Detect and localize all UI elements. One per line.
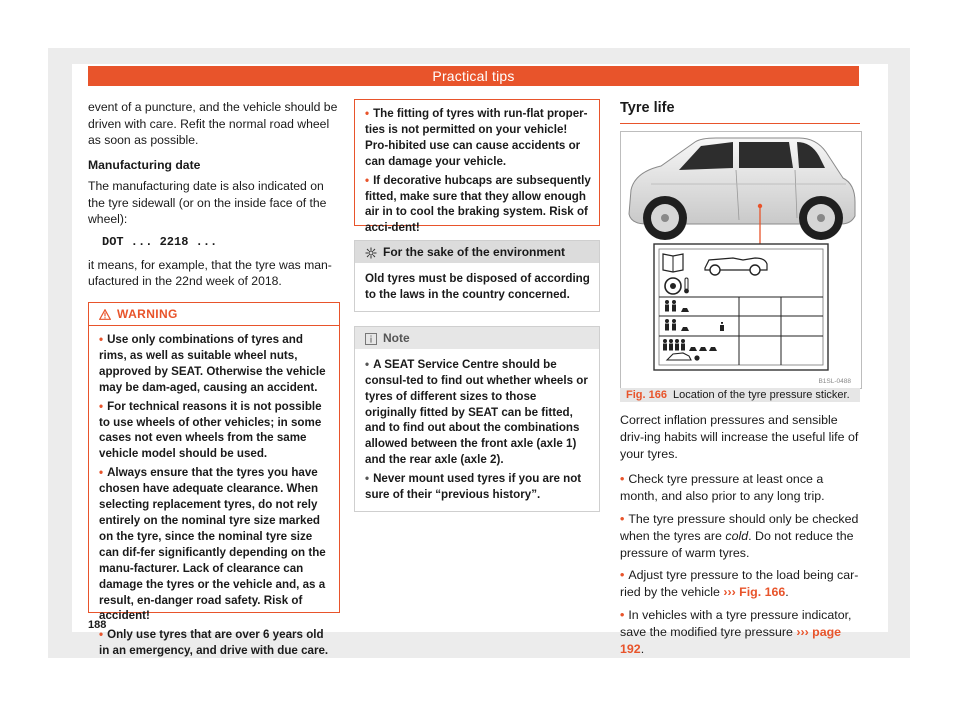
warning-box-continued xyxy=(354,99,600,235)
figure-link[interactable]: ››› Fig. 166 xyxy=(723,585,786,600)
note-body xyxy=(355,349,599,511)
middle-column xyxy=(354,99,600,512)
warning-item: • Only use tyres that are over 6 years old in an emergency, and drive with due care. xyxy=(99,628,329,658)
warning-header xyxy=(89,303,339,326)
environment-text: Old tyres must be disposed of according to the laws in the country concerned. xyxy=(365,272,590,301)
figure-166 xyxy=(620,131,862,389)
warning-item: • The fitting of tyres with run-flat proper-ties is not permitted on your vehicle! Pro-hibited use can cause accidents or can damage your vehicle. xyxy=(365,107,588,168)
paragraph: The manufacturing date is also indicated on the tyre sidewall (or on the inside face of the wheel): xyxy=(88,178,327,227)
warning-title: WARNING xyxy=(117,307,178,322)
pressure-sticker xyxy=(654,244,828,370)
car-sticker-illustration xyxy=(621,132,861,388)
page-link[interactable]: ››› page 192 xyxy=(620,624,842,656)
figure-caption xyxy=(620,388,860,402)
car-window xyxy=(739,142,793,168)
environment-title: For the sake of the environment xyxy=(383,245,566,259)
environment-icon xyxy=(365,247,377,259)
info-icon xyxy=(365,333,377,345)
warning-body xyxy=(355,100,599,245)
warning-item: • For technical reasons it is not possible to use wheels of other vehicles; in some cases not even wheels from the same vehicle model should be used. xyxy=(99,399,322,461)
paragraph: event of a puncture, and the vehicle should be driven with care. Refit the normal road wheel as soon as possible. xyxy=(88,100,338,148)
list-item: • Check tyre pressure at least once a month, and also prior to any long trip. xyxy=(620,472,825,504)
paragraph: Correct inflation pressures and sensible driv-ing habits will increase the useful life of your tyres. xyxy=(620,413,859,461)
page-header: Practical tips xyxy=(88,66,859,86)
warning-item: • Always ensure that the tyres you have chosen have adequate clearance. When selecting replacement tyres, do not rely entirely on the nominal tyre size marked on the tyre, since the nominal tyre size can dif-fer significantly depending on the manu-facturer. Lack of clearance can damage the tyres or the vehicle and, as a result, en-danger road safety. Risk of accident! xyxy=(99,466,326,623)
subheading: Manufacturing date xyxy=(88,158,201,173)
figure-code: B1SL-0488 xyxy=(818,378,851,385)
list-item: • The tyre pressure should only be checked when the tyres are cold. Do not reduce the pressure of warm tyres. xyxy=(620,511,859,560)
paragraph: it means, for example, that the tyre was man-ufactured in the 22nd week of 2018. xyxy=(88,257,332,289)
note-box xyxy=(354,326,600,512)
dot-code: DOT ... 2218 ... xyxy=(102,234,218,249)
figure-number: Fig. 166 xyxy=(626,389,667,401)
note-title: Note xyxy=(383,330,410,345)
warning-icon xyxy=(99,309,111,320)
note-header xyxy=(355,327,599,349)
warning-body xyxy=(89,326,339,668)
warning-item: • Use only combinations of tyres and rims, as well as suitable wheel nuts, approved by SEAT. Otherwise the vehicle may be dam-aged, causing an accident. xyxy=(99,333,326,394)
page-number: 188 xyxy=(88,619,107,631)
list-item: • Adjust tyre pressure to the load being car-ried by the vehicle ››› Fig. 166. xyxy=(620,568,859,600)
section-heading: Tyre life xyxy=(620,100,860,124)
right-column-text xyxy=(620,412,860,657)
environment-header xyxy=(355,241,599,263)
note-item: • A SEAT Service Centre should be consul-ted to find out whether wheels or tyres of different sizes to those originally fitted by SEAT can be fitted, and to find out about the combinations allowed between the front axle (axle 1) and the rear axle (axle 2). xyxy=(365,357,588,467)
note-item: • Never mount used tyres if you are not sure of their “previous history”. xyxy=(365,472,582,502)
right-column-heading xyxy=(620,100,860,124)
list-item: • In vehicles with a tyre pressure indicator, save the modified tyre pressure ››› page 192. xyxy=(620,607,852,656)
warning-item: • If decorative hubcaps are subsequently fitted, make sure that they allow enough air in to cool the braking system. Risk of acci-dent! xyxy=(365,173,591,235)
environment-box xyxy=(354,240,600,312)
caption-text: Location of the tyre pressure sticker. xyxy=(672,389,850,401)
